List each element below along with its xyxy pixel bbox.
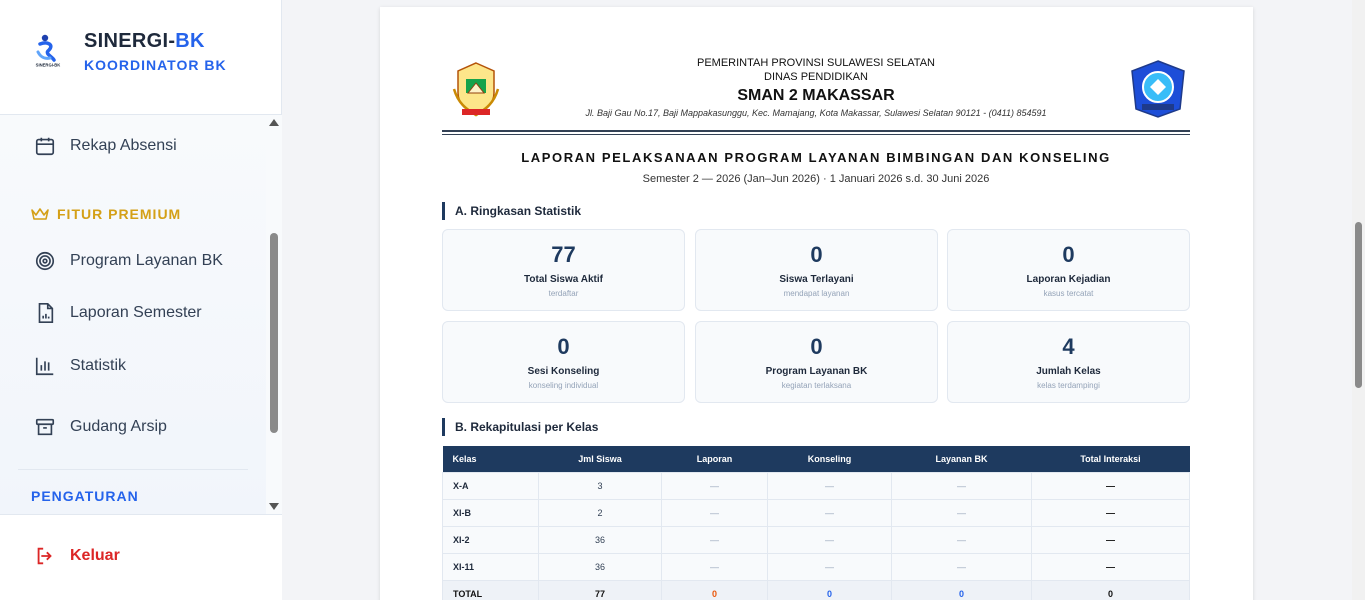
cell-kelas: X-A — [443, 472, 539, 499]
stat-note: mendapat layanan — [783, 289, 850, 298]
col-header-jml-siswa: Jml Siswa — [539, 446, 662, 472]
report-title: LAPORAN PELAKSANAAN PROGRAM LAYANAN BIMBINGAN DAN KONSELING — [521, 150, 1111, 165]
stat-value: 4 — [1062, 334, 1075, 359]
stat-note: kegiatan terlaksana — [781, 381, 852, 390]
sidebar-divider — [18, 469, 248, 470]
cell-total-interaksi: 0 — [1032, 580, 1190, 600]
rekap-table — [442, 446, 1190, 600]
cell-total-interaksi: — — [1032, 553, 1190, 580]
report-period: Semester 2 — 2026 (Jan–Jun 2026) · 1 Januari 2026 s.d. 30 Juni 2026 — [642, 173, 990, 185]
sidebar-item-statistik[interactable] — [0, 344, 266, 388]
logout-area — [0, 514, 282, 600]
cell-layanan-bk: — — [892, 499, 1032, 526]
letterhead — [442, 51, 1190, 139]
cell-jml-siswa: 2 — [539, 499, 662, 526]
section-a-heading: A. Ringkasan Statistik — [442, 202, 581, 220]
stat-label: Siswa Terlayani — [779, 274, 854, 285]
cell-jml-siswa: 36 — [539, 553, 662, 580]
cell-konseling: — — [768, 472, 892, 499]
cell-laporan: — — [662, 526, 768, 553]
stat-card-program-layanan — [695, 321, 938, 403]
cell-layanan-bk: — — [892, 472, 1032, 499]
logo-caption: SINERGI-BK — [35, 62, 61, 68]
stat-value: 0 — [1062, 242, 1075, 267]
letterhead-address: Jl. Baji Gau No.17, Baji Mappakasunggu, Kec. Mamajang, Kota Makassar, Sulawesi Selatan 90121 - (0411) 854591 — [585, 108, 1047, 118]
cell-konseling: 0 — [768, 580, 892, 600]
scroll-down-arrow-icon[interactable] — [269, 503, 279, 510]
stat-note: kelas terdampingi — [1037, 381, 1100, 390]
cell-layanan-bk: 0 — [892, 580, 1032, 600]
cell-konseling: — — [768, 526, 892, 553]
table-total-row — [443, 580, 1190, 600]
stat-label: Laporan Kejadian — [1026, 274, 1111, 285]
premium-section-label: FITUR PREMIUM — [31, 206, 181, 222]
sidebar-menu — [0, 115, 266, 514]
cell-konseling: — — [768, 553, 892, 580]
sidebar-item-rekap-absensi[interactable] — [0, 124, 266, 168]
cell-total-interaksi: — — [1032, 472, 1190, 499]
letterhead-school-name: SMAN 2 MAKASSAR — [737, 87, 895, 104]
cell-kelas: XI-2 — [443, 526, 539, 553]
stat-value: 77 — [551, 242, 576, 267]
letterhead-rule — [442, 130, 1190, 132]
col-header-layanan-bk: Layanan BK — [892, 446, 1032, 472]
page-scrollbar[interactable] — [1352, 0, 1365, 600]
sidebar-item-label: Program Layanan BK — [70, 252, 223, 269]
cell-jml-siswa: 3 — [539, 472, 662, 499]
stat-label: Sesi Konseling — [527, 366, 600, 377]
target-icon — [34, 250, 56, 272]
table-header-row — [443, 446, 1190, 472]
col-header-laporan: Laporan — [662, 446, 768, 472]
table-row — [443, 553, 1190, 580]
stat-label: Jumlah Kelas — [1036, 366, 1101, 377]
table-row — [443, 499, 1190, 526]
sidebar-item-label: Gudang Arsip — [70, 418, 167, 435]
stat-value: 0 — [810, 242, 823, 267]
cell-konseling: — — [768, 499, 892, 526]
page-scroll-thumb[interactable] — [1355, 222, 1362, 388]
section-b-heading: B. Rekapitulasi per Kelas — [442, 418, 598, 436]
stat-card-total-siswa — [442, 229, 685, 311]
report-document — [380, 7, 1253, 600]
sidebar-item-label: Rekap Absensi — [70, 137, 177, 154]
cell-layanan-bk: — — [892, 553, 1032, 580]
stat-value: 0 — [810, 334, 823, 359]
cell-laporan: 0 — [662, 580, 768, 600]
col-header-konseling: Konseling — [768, 446, 892, 472]
crown-icon — [31, 207, 49, 221]
letterhead-text — [442, 57, 1190, 118]
cell-total-interaksi: — — [1032, 499, 1190, 526]
cell-laporan: — — [662, 472, 768, 499]
main-content — [282, 0, 1352, 600]
app-role: KOORDINATOR BK — [84, 57, 227, 73]
sidebar-item-label: Statistik — [70, 357, 127, 374]
archive-icon — [34, 416, 56, 438]
cell-kelas: XI-11 — [443, 553, 539, 580]
letterhead-rule-thin — [442, 134, 1190, 135]
stat-note: terdaftar — [548, 289, 579, 298]
sidebar-item-label: Laporan Semester — [70, 304, 202, 321]
cell-laporan: — — [662, 553, 768, 580]
calendar-icon — [34, 135, 56, 157]
app-logo-icon — [30, 32, 66, 68]
table-row — [443, 526, 1190, 553]
stat-card-sesi-konseling — [442, 321, 685, 403]
cell-laporan: — — [662, 499, 768, 526]
col-header-kelas: Kelas — [443, 446, 539, 472]
stat-note: konseling individual — [528, 381, 599, 390]
app-title: SINERGI-BK — [84, 30, 205, 52]
brand-header — [0, 0, 281, 115]
stat-label: Total Siswa Aktif — [524, 274, 603, 285]
settings-section-label: PENGATURAN — [31, 488, 139, 504]
stat-card-siswa-terlayani — [695, 229, 938, 311]
cell-kelas: TOTAL — [443, 580, 539, 600]
scroll-up-arrow-icon[interactable] — [269, 119, 279, 126]
school-logo-icon — [1128, 59, 1188, 119]
col-header-total-interaksi: Total Interaksi — [1032, 446, 1190, 472]
cell-total-interaksi: — — [1032, 526, 1190, 553]
sidebar-scroll-thumb[interactable] — [270, 233, 278, 433]
sidebar-item-gudang-arsip[interactable] — [0, 405, 266, 449]
stat-card-laporan-kejadian — [947, 229, 1190, 311]
sidebar-item-laporan-semester[interactable] — [0, 291, 266, 335]
stat-card-jumlah-kelas — [947, 321, 1190, 403]
letterhead-department: DINAS PENDIDIKAN — [764, 71, 868, 83]
bar-chart-icon — [34, 355, 56, 377]
stat-label: Program Layanan BK — [765, 366, 868, 377]
cell-kelas: XI-B — [443, 499, 539, 526]
table-row — [443, 472, 1190, 499]
stat-note: kasus tercatat — [1043, 289, 1094, 298]
logout-icon — [34, 545, 56, 567]
cell-jml-siswa: 36 — [539, 526, 662, 553]
sidebar-item-program-layanan[interactable] — [0, 239, 266, 283]
stat-value: 0 — [557, 334, 570, 359]
sidebar-scrollbar[interactable] — [266, 115, 282, 514]
sidebar — [0, 0, 282, 600]
cell-layanan-bk: — — [892, 526, 1032, 553]
report-file-icon — [34, 302, 56, 324]
cell-jml-siswa: 77 — [539, 580, 662, 600]
logout-button[interactable]: Keluar — [34, 545, 120, 567]
letterhead-government: PEMERINTAH PROVINSI SULAWESI SELATAN — [697, 57, 935, 69]
